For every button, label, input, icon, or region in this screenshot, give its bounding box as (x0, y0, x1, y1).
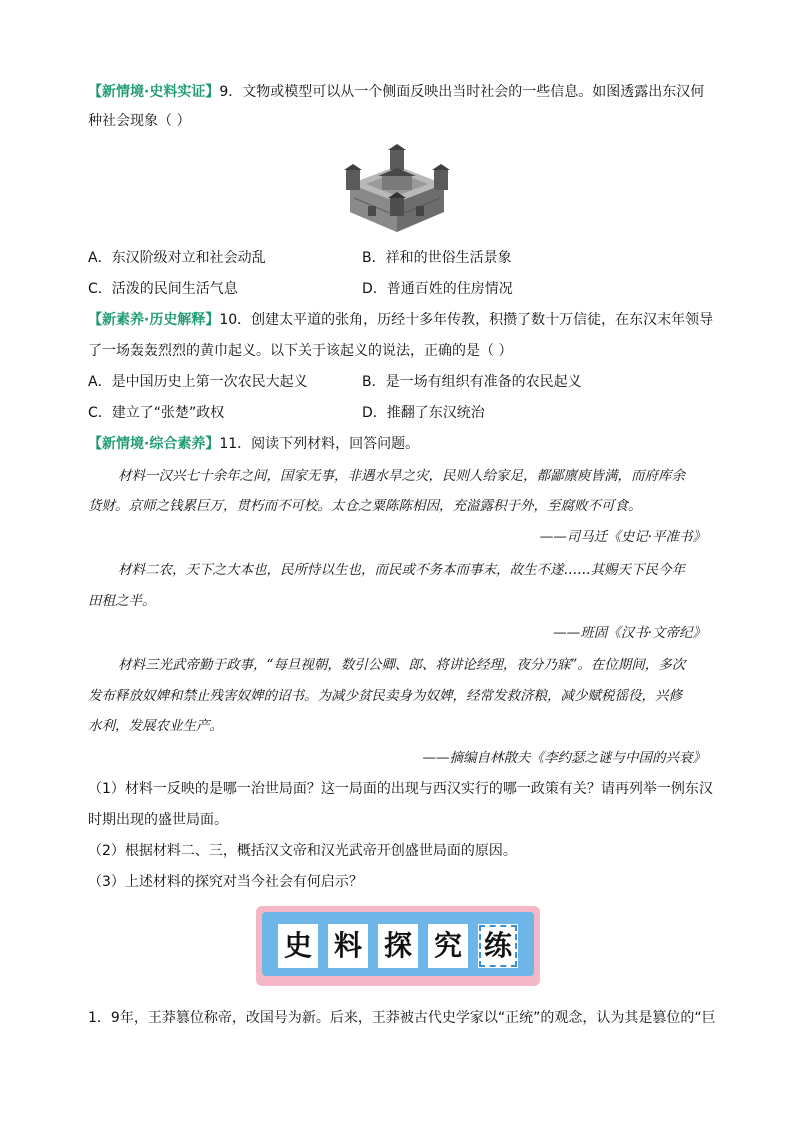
banner-char-3: 探 (378, 924, 418, 968)
material-3-line3: 水利，发展农业生产。 (88, 718, 223, 734)
q11-sub1-line1: （1）材料一反映的是哪一治世局面？这一局面的出现与西汉实行的哪一政策有关？请再列举一例东汉 (88, 781, 713, 797)
material-3-line1: 材料三光武帝勤于政事，“每旦视朝，数引公卿、郎、将讲论经理，夜分乃寐”。在位期间，多次 (118, 657, 686, 673)
q9-text-line1: 9．文物或模型可以从一个侧面反映出当时社会的一些信息。如图透露出东汉何 (219, 84, 705, 100)
q11-sub2: （2）根据材料二、三，概括汉文帝和汉光武帝开创盛世局面的原因。 (88, 843, 517, 859)
q10-tag: 【新素养·历史解释】 (88, 312, 220, 328)
banner-char-4: 究 (428, 924, 468, 968)
q11-tag: 【新情境·综合素养】 (88, 436, 220, 452)
material-2-line2: 田租之半。 (88, 593, 156, 609)
q9-option-d[interactable]: D．普通百姓的住房情况 (362, 281, 513, 297)
q9-option-b[interactable]: B．祥和的世俗生活景象 (362, 250, 512, 266)
q11-intro-text: 11．阅读下列材料，回答问题。 (219, 436, 420, 452)
q9-stem-line2: 种社会现象（ ） (88, 113, 191, 129)
q10-text-line1: 10．创建太平道的张角，历经十多年传教，积攒了数十万信徒，在东汉末年领导 (219, 312, 714, 328)
material-1-line2: 货财。京师之钱累巨万，贯朽而不可校。太仓之粟陈陈相因，充溢露积于外，至腐败不可食。 (88, 498, 642, 514)
banner-char-1: 史 (278, 924, 318, 968)
q10-stem-line1 (88, 310, 714, 330)
material-2-line1: 材料二农，天下之大本也，民所恃以生也，而民或不务本而事末，故生不遂……其赐天下民今年 (118, 562, 685, 578)
material-3-source: ——摘编自林散夫《李约瑟之谜与中国的兴衰》 (422, 750, 706, 766)
q9-tag: 【新情境·史料实证】 (88, 84, 220, 100)
material-1-line1: 材料一汉兴七十余年之间，国家无事，非遇水旱之灾，民则人给家足，都鄙廪庾皆满，而府库余 (118, 468, 685, 484)
material-3-line2: 发布释放奴婢和禁止残害奴婢的诏书。为减少贫民卖身为奴婢，经常发救济粮，减少赋税徭役，兴修 (88, 688, 682, 704)
q11-sub3: （3）上述材料的探究对当今社会有何启示？ (88, 874, 363, 890)
q10-option-c[interactable]: C．建立了“张楚”政权 (88, 405, 225, 421)
q10-option-d[interactable]: D．推翻了东汉统治 (362, 405, 485, 421)
q10-stem-line2: 了一场轰轰烈烈的黄巾起义。以下关于该起义的说法，正确的是（ ） (88, 343, 513, 359)
q10-option-a[interactable]: A．是中国历史上第一次农民大起义 (88, 374, 308, 390)
section-banner (256, 906, 540, 986)
section-banner-inner (262, 912, 534, 976)
banner-char-5: 练 (478, 924, 518, 968)
next-question-line1: 1．9年，王莽篡位称帝，改国号为新。后来，王莽被古代史学家以“正统”的观念，认为其是篡位的“巨 (88, 1010, 716, 1026)
q9-option-c[interactable]: C．活泼的民间生活气息 (88, 281, 238, 297)
q11-sub1-line2: 时期出现的盛世局面。 (88, 812, 228, 828)
manor-model-image (342, 140, 452, 236)
q9-stem-line1 (88, 82, 708, 102)
material-1-source: ——司马迁《史记·平准书》 (539, 529, 706, 545)
q9-option-a[interactable]: A．东汉阶级对立和社会动乱 (88, 250, 266, 266)
q11-intro (88, 434, 708, 454)
material-2-source: ——班固《汉书·文帝纪》 (553, 625, 706, 641)
banner-char-2: 料 (328, 924, 368, 968)
q10-option-b[interactable]: B．是一场有组织有准备的农民起义 (362, 374, 582, 390)
